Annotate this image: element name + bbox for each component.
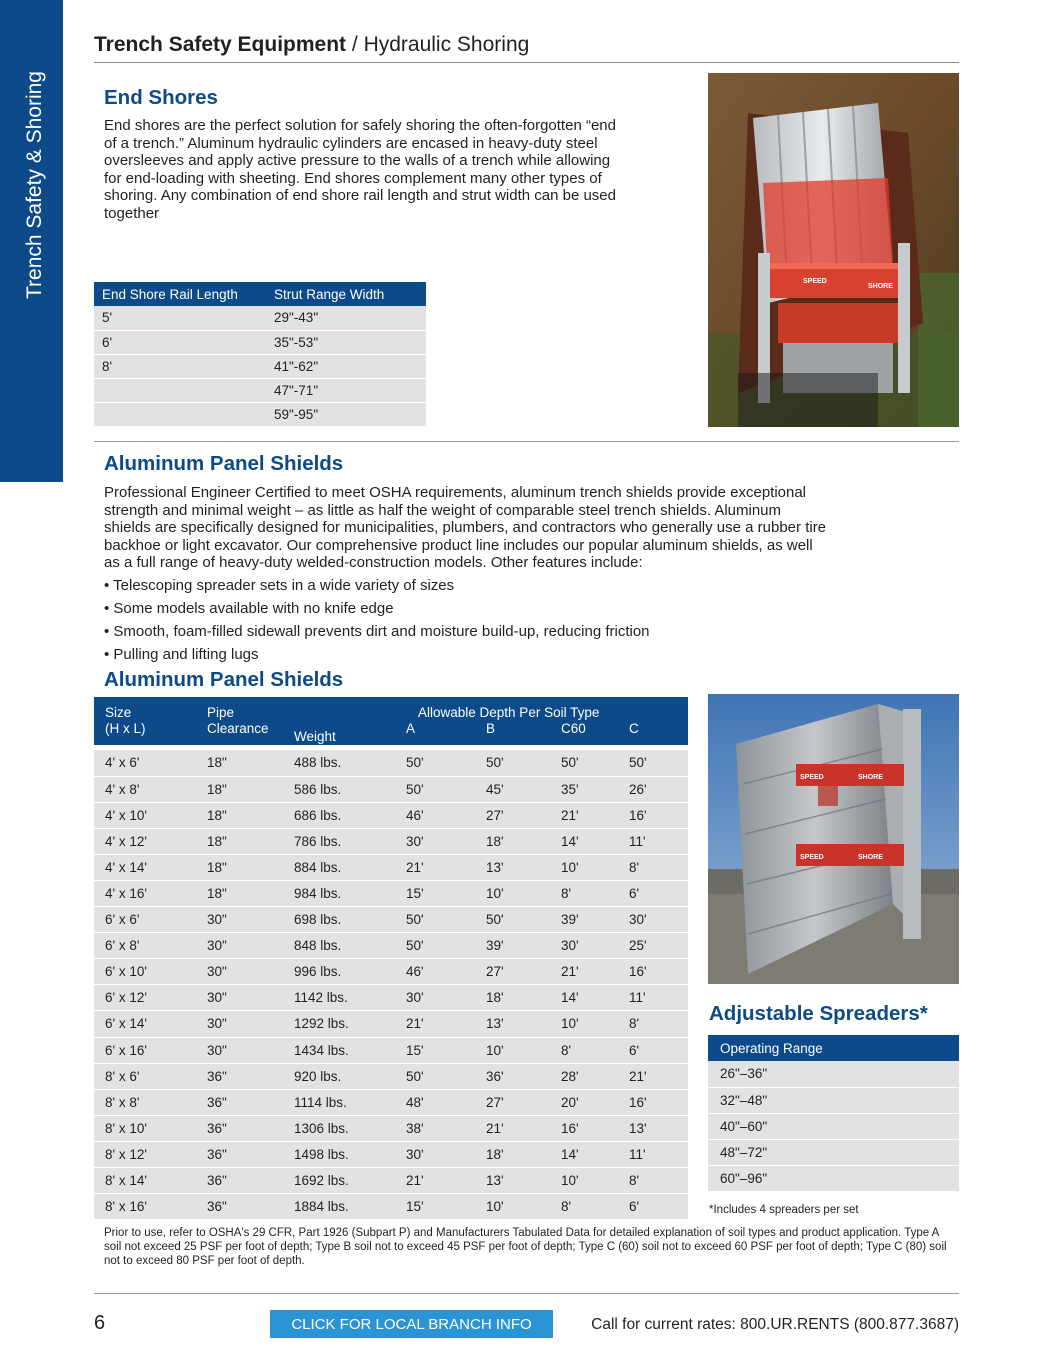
size-cell: 6' x 6' <box>94 907 195 933</box>
size-cell: 6' x 8' <box>94 933 195 959</box>
panel-shield-row <box>94 907 688 933</box>
depth-a-cell: 50' <box>394 907 474 933</box>
operating-range-row <box>708 1061 959 1087</box>
depth-c-cell: 21' <box>617 1063 688 1089</box>
operating-range-cell: 48"–72" <box>708 1140 959 1166</box>
rail-length-header: End Shore Rail Length <box>94 282 266 306</box>
section-divider <box>94 441 959 442</box>
soil-type-footnote: Prior to use, refer to OSHA's 29 CFR, Part 1926 (Subpart P) and Manufacturers Tabulated Data for detailed explanation of soil types and product application. Type A soil not exceed 25 PSF per foot of depth; Type B soil not to exceed 45 PSF per foot of depth; Type C (60) soil not to exceed 60 PSF per foot of depth; Type C (80) soil not to exceed 80 PSF per foot of depth. <box>104 1227 947 1267</box>
feature-item: • Telescoping spreader sets in a wide variety of sizes <box>104 577 455 594</box>
depth-c-cell: 11' <box>617 1141 688 1167</box>
end-shore-row <box>94 330 426 354</box>
depth-a-cell: 30' <box>394 1141 474 1167</box>
depth-b-cell: 27' <box>474 959 549 985</box>
size-cell: 8' x 8' <box>94 1089 195 1115</box>
depth-c60-cell: 14' <box>549 828 617 854</box>
weight-cell: 488 lbs. <box>282 750 394 776</box>
depth-c-cell: 6' <box>617 1037 688 1063</box>
depth-c-cell: 25' <box>617 933 688 959</box>
weight-cell: 786 lbs. <box>282 828 394 854</box>
page-number: 6 <box>94 1312 106 1334</box>
photo-brand-text-1: SPEED <box>800 774 824 781</box>
depth-b-cell: 13' <box>474 854 549 880</box>
depth-c60-cell: 50' <box>549 750 617 776</box>
rail-length-cell <box>94 402 266 426</box>
size-cell: 4' x 16' <box>94 880 195 906</box>
pipe-clearance-cell: 36" <box>195 1115 282 1141</box>
aluminum-panel-shield-icon <box>708 694 959 984</box>
depth-c-cell: 13' <box>617 1115 688 1141</box>
rail-length-cell <box>94 378 266 402</box>
pipe-clearance-cell: 36" <box>195 1194 282 1220</box>
depth-a-cell: 50' <box>394 933 474 959</box>
depth-b-cell: 18' <box>474 985 549 1011</box>
weight-cell: 996 lbs. <box>282 959 394 985</box>
panel-shield-row <box>94 828 688 854</box>
weight-cell: 920 lbs. <box>282 1063 394 1089</box>
weight-cell: 1498 lbs. <box>282 1141 394 1167</box>
panel-shield-row <box>94 959 688 985</box>
weight-cell: 1884 lbs. <box>282 1194 394 1220</box>
panel-shield-row <box>94 802 688 828</box>
pipe-clearance-cell: 30" <box>195 985 282 1011</box>
end-shores-table <box>94 282 426 427</box>
depth-b-cell: 27' <box>474 1089 549 1115</box>
size-header: Size (H x L) <box>94 697 195 745</box>
depth-c60-cell: 21' <box>549 959 617 985</box>
depth-a-cell: 50' <box>394 750 474 776</box>
depth-c-cell: 6' <box>617 1194 688 1220</box>
weight-cell: 1692 lbs. <box>282 1168 394 1194</box>
size-cell: 4' x 8' <box>94 776 195 802</box>
operating-range-cell: 32"–48" <box>708 1087 959 1113</box>
depth-a-cell: 38' <box>394 1115 474 1141</box>
photo-brand-text-3: SPEED <box>800 854 824 861</box>
depth-c-cell: 8' <box>617 1011 688 1037</box>
pipe-clearance-cell: 30" <box>195 907 282 933</box>
depth-c60-cell: 8' <box>549 880 617 906</box>
depth-b-cell: 13' <box>474 1168 549 1194</box>
pipe-clearance-cell: 30" <box>195 933 282 959</box>
operating-range-cell: 40"–60" <box>708 1113 959 1139</box>
strut-width-cell: 59"-95" <box>266 402 426 426</box>
depth-c-cell: 8' <box>617 1168 688 1194</box>
feature-item: • Pulling and lifting lugs <box>104 646 259 663</box>
end-shore-in-trench-icon <box>708 73 959 427</box>
operating-range-row <box>708 1140 959 1166</box>
depth-c60-cell: 10' <box>549 854 617 880</box>
depth-b-cell: 27' <box>474 802 549 828</box>
operating-range-row <box>708 1113 959 1139</box>
weight-cell: 1306 lbs. <box>282 1115 394 1141</box>
depth-b-cell: 10' <box>474 1194 549 1220</box>
operating-range-row <box>708 1087 959 1113</box>
panel-shield-row <box>94 1037 688 1063</box>
panel-shield-row <box>94 985 688 1011</box>
size-cell: 4' x 14' <box>94 854 195 880</box>
panel-shields-description: Professional Engineer Certified to meet OSHA requirements, aluminum trench shields provide exceptional strength and minimal weight – as little as half the weight of comparable steel trench shields. Aluminum shields are specifically designed for municipalities, plumbers, and contractors who generally use a rubber tire backhoe or light excavator. Our comprehensive product line includes our popular aluminum shields, as well as a full range of heavy-duty welded-construction models. Other features include: <box>104 484 827 572</box>
weight-cell: 884 lbs. <box>282 854 394 880</box>
depth-a-cell: 15' <box>394 880 474 906</box>
depth-c-cell: 11' <box>617 985 688 1011</box>
depth-c-cell: 16' <box>617 959 688 985</box>
pipe-clearance-cell: 30" <box>195 1037 282 1063</box>
depth-c60-cell: 30' <box>549 933 617 959</box>
pipe-clearance-cell: 30" <box>195 1011 282 1037</box>
panel-shields-table-title: Aluminum Panel Shields <box>104 668 344 691</box>
end-shore-row <box>94 402 426 426</box>
depth-a-cell: 50' <box>394 776 474 802</box>
photo-brand-text-2: SHORE <box>858 774 883 781</box>
end-shores-title: End Shores <box>104 86 218 109</box>
depth-a-cell: 30' <box>394 828 474 854</box>
depth-c60-cell: 14' <box>549 985 617 1011</box>
depth-b-cell: 50' <box>474 907 549 933</box>
depth-header: Allowable Depth Per Soil Type <box>418 705 600 720</box>
panel-shield-row <box>94 776 688 802</box>
depth-c-cell: 16' <box>617 1089 688 1115</box>
strut-width-cell: 35"-53" <box>266 330 426 354</box>
depth-c60-cell: 16' <box>549 1115 617 1141</box>
weight-cell: 1142 lbs. <box>282 985 394 1011</box>
depth-b-cell: 45' <box>474 776 549 802</box>
end-shore-row <box>94 378 426 402</box>
panel-shield-row <box>94 1194 688 1220</box>
weight-cell: 586 lbs. <box>282 776 394 802</box>
weight-header: Weight <box>282 697 394 745</box>
panel-shield-row <box>94 1011 688 1037</box>
panel-shield-row <box>94 933 688 959</box>
strut-width-cell: 47"-71" <box>266 378 426 402</box>
rail-length-cell: 8' <box>94 354 266 378</box>
depth-b-cell: 18' <box>474 1141 549 1167</box>
size-cell: 6' x 12' <box>94 985 195 1011</box>
pipe-clearance-cell: 18" <box>195 776 282 802</box>
page-header <box>94 33 959 63</box>
depth-c-cell: 11' <box>617 828 688 854</box>
size-cell: 6' x 10' <box>94 959 195 985</box>
depth-c60-cell: 35' <box>549 776 617 802</box>
depth-c-cell: 8' <box>617 854 688 880</box>
pipe-clearance-cell: 30" <box>195 959 282 985</box>
panel-shield-row <box>94 880 688 906</box>
pipe-clearance-cell: 36" <box>195 1141 282 1167</box>
local-branch-button[interactable]: CLICK FOR LOCAL BRANCH INFO <box>270 1310 553 1338</box>
depth-c60-cell: 8' <box>549 1194 617 1220</box>
depth-c-cell: 50' <box>617 750 688 776</box>
spreaders-title: Adjustable Spreaders* <box>709 1002 928 1025</box>
side-tab-label: Trench Safety & Shoring <box>23 71 46 300</box>
end-shores-description: End shores are the perfect solution for safely shoring the often-forgotten “end of a trench.” Aluminum hydraulic cylinders are encased in heavy-duty steel oversleeves and apply active pressure to the walls of a trench while allowing for end-loading with sheeting. End shores complement many other types of shoring. Any combination of end shore rail length and strut width can be used together <box>104 117 616 222</box>
depth-b-cell: 21' <box>474 1115 549 1141</box>
depth-c-cell: 6' <box>617 880 688 906</box>
depth-a-cell: 21' <box>394 1011 474 1037</box>
pipe-clearance-cell: 18" <box>195 828 282 854</box>
size-cell: 4' x 12' <box>94 828 195 854</box>
spreaders-table <box>708 1035 959 1192</box>
feature-item: • Some models available with no knife edge <box>104 600 394 617</box>
depth-b-cell: 10' <box>474 1037 549 1063</box>
depth-a-cell: 15' <box>394 1194 474 1220</box>
soil-b-header: B <box>486 721 496 736</box>
depth-a-cell: 50' <box>394 1063 474 1089</box>
strut-width-header: Strut Range Width <box>266 282 426 306</box>
soil-a-header: A <box>406 721 416 736</box>
spreaders-note: *Includes 4 spreaders per set <box>709 1204 859 1216</box>
size-cell: 8' x 12' <box>94 1141 195 1167</box>
panel-shield-row <box>94 1115 688 1141</box>
call-for-rates: Call for current rates: 800.UR.RENTS (800.877.3687) <box>591 1316 959 1333</box>
depth-c60-cell: 10' <box>549 1168 617 1194</box>
panel-shield-row <box>94 1063 688 1089</box>
header-category: Trench Safety Equipment <box>94 33 347 56</box>
size-cell: 4' x 10' <box>94 802 195 828</box>
depth-c-cell: 16' <box>617 802 688 828</box>
depth-c60-cell: 10' <box>549 1011 617 1037</box>
depth-c60-cell: 28' <box>549 1063 617 1089</box>
rail-length-cell: 5' <box>94 306 266 330</box>
panel-shield-row <box>94 1089 688 1115</box>
depth-a-cell: 15' <box>394 1037 474 1063</box>
weight-cell: 1434 lbs. <box>282 1037 394 1063</box>
depth-c-cell: 26' <box>617 776 688 802</box>
operating-range-header: Operating Range <box>708 1035 959 1061</box>
depth-b-cell: 13' <box>474 1011 549 1037</box>
weight-cell: 698 lbs. <box>282 907 394 933</box>
depth-b-cell: 50' <box>474 750 549 776</box>
weight-cell: 984 lbs. <box>282 880 394 906</box>
panel-shield-row <box>94 1168 688 1194</box>
operating-range-cell: 60"–96" <box>708 1166 959 1192</box>
photo-brand-text-1: SPEED <box>803 278 827 285</box>
pipe-header: Pipe Clearance <box>195 697 282 745</box>
depth-a-cell: 30' <box>394 985 474 1011</box>
end-shore-row <box>94 306 426 330</box>
depth-c60-cell: 8' <box>549 1037 617 1063</box>
end-shore-photo <box>708 73 959 427</box>
size-cell: 6' x 16' <box>94 1037 195 1063</box>
soil-c-header: C <box>629 721 639 736</box>
size-cell: 4' x 6' <box>94 750 195 776</box>
weight-cell: 1292 lbs. <box>282 1011 394 1037</box>
size-cell: 8' x 10' <box>94 1115 195 1141</box>
pipe-clearance-cell: 36" <box>195 1168 282 1194</box>
feature-item: • Smooth, foam-filled sidewall prevents dirt and moisture build-up, reducing friction <box>104 623 650 640</box>
weight-cell: 1114 lbs. <box>282 1089 394 1115</box>
operating-range-cell: 26"–36" <box>708 1061 959 1087</box>
photo-brand-text-2: SHORE <box>868 283 893 290</box>
depth-c60-cell: 14' <box>549 1141 617 1167</box>
depth-a-cell: 21' <box>394 854 474 880</box>
depth-a-cell: 21' <box>394 1168 474 1194</box>
depth-b-cell: 36' <box>474 1063 549 1089</box>
depth-c-cell: 30' <box>617 907 688 933</box>
side-tab <box>0 0 63 482</box>
strut-width-cell: 29"-43" <box>266 306 426 330</box>
feature-list <box>104 574 650 666</box>
weight-cell: 848 lbs. <box>282 933 394 959</box>
rail-length-cell: 6' <box>94 330 266 354</box>
panel-shields-table <box>94 697 688 1220</box>
operating-range-row <box>708 1166 959 1192</box>
depth-c60-cell: 21' <box>549 802 617 828</box>
pipe-clearance-cell: 18" <box>195 802 282 828</box>
depth-c60-cell: 20' <box>549 1089 617 1115</box>
pipe-clearance-cell: 18" <box>195 880 282 906</box>
pipe-clearance-cell: 18" <box>195 854 282 880</box>
depth-a-cell: 48' <box>394 1089 474 1115</box>
soil-c60-header: C60 <box>561 721 586 736</box>
depth-c60-cell: 39' <box>549 907 617 933</box>
footer-divider <box>94 1293 959 1294</box>
size-cell: 8' x 14' <box>94 1168 195 1194</box>
panel-shields-title: Aluminum Panel Shields <box>104 452 344 475</box>
depth-a-cell: 46' <box>394 802 474 828</box>
photo-brand-text-4: SHORE <box>858 854 883 861</box>
depth-b-cell: 39' <box>474 933 549 959</box>
panel-shield-row <box>94 750 688 776</box>
end-shore-row <box>94 354 426 378</box>
depth-a-cell: 46' <box>394 959 474 985</box>
depth-header-group <box>394 697 688 745</box>
panel-shield-row <box>94 854 688 880</box>
size-cell: 8' x 6' <box>94 1063 195 1089</box>
depth-b-cell: 10' <box>474 880 549 906</box>
size-cell: 8' x 16' <box>94 1194 195 1220</box>
header-subcategory: / Hydraulic Shoring <box>346 33 530 56</box>
pipe-clearance-cell: 36" <box>195 1089 282 1115</box>
depth-b-cell: 18' <box>474 828 549 854</box>
panel-shield-photo <box>708 694 959 984</box>
weight-cell: 686 lbs. <box>282 802 394 828</box>
pipe-clearance-cell: 36" <box>195 1063 282 1089</box>
pipe-clearance-cell: 18" <box>195 750 282 776</box>
size-cell: 6' x 14' <box>94 1011 195 1037</box>
panel-shield-row <box>94 1141 688 1167</box>
strut-width-cell: 41"-62" <box>266 354 426 378</box>
